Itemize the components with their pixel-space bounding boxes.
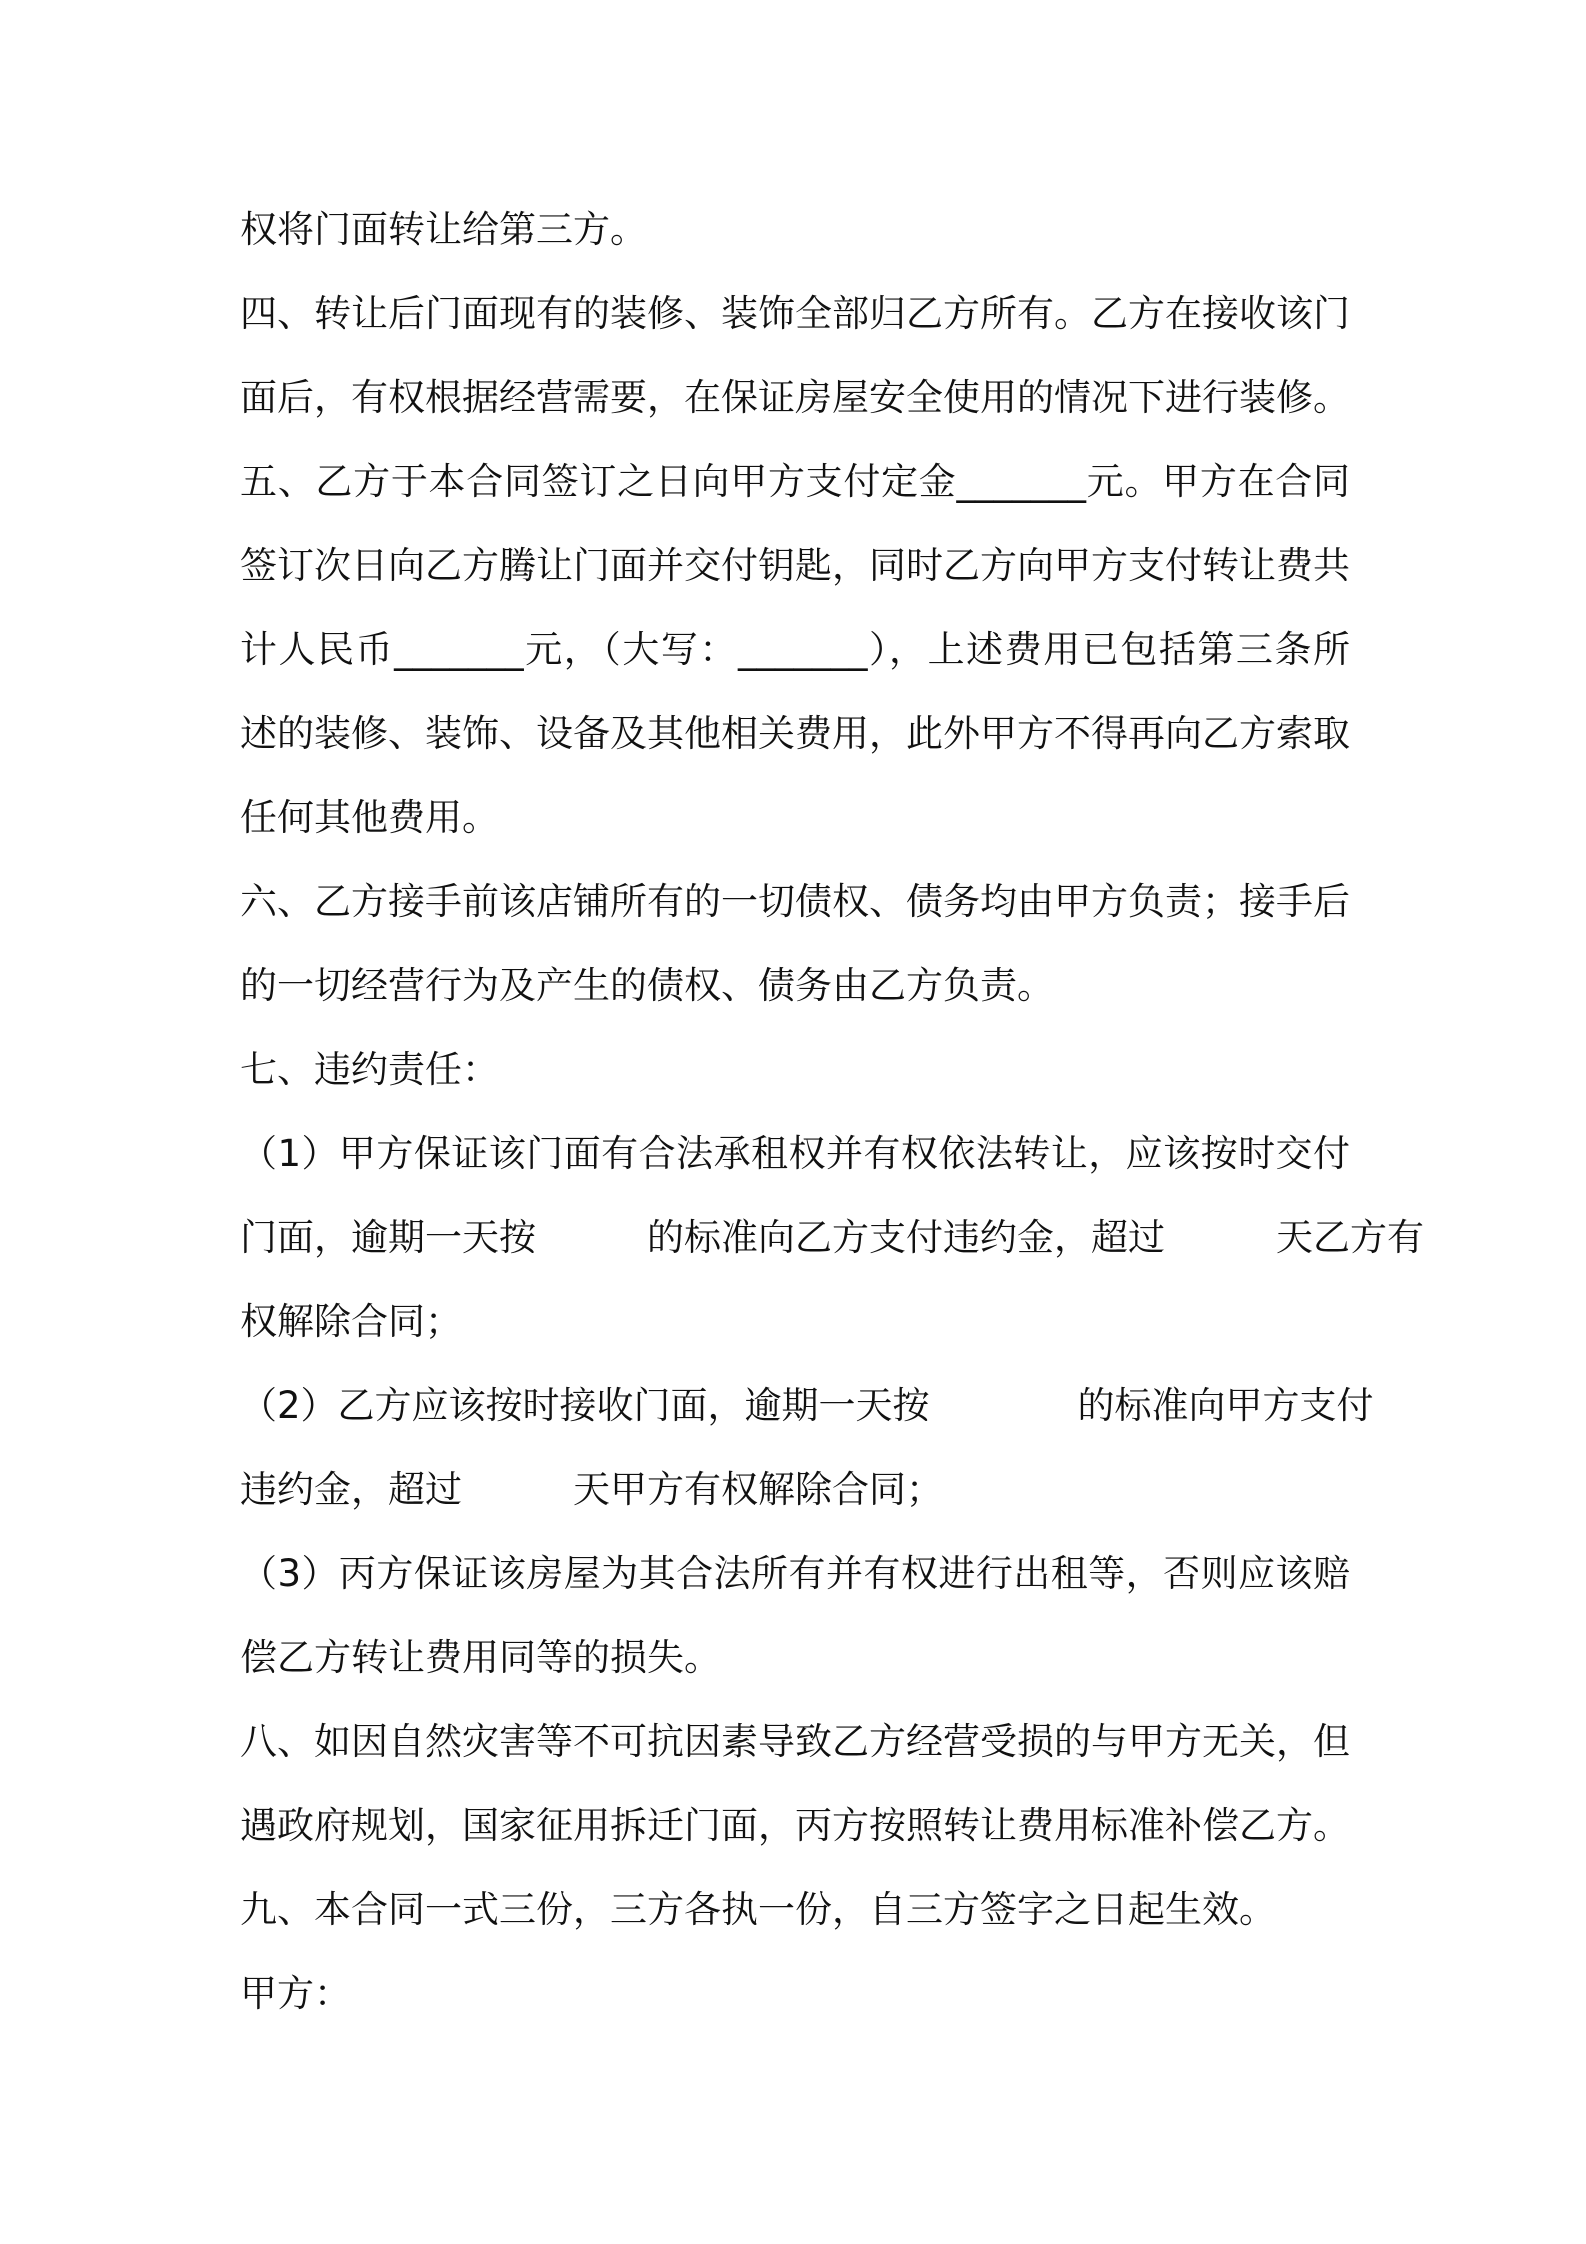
text-line: 九、本合同一式三份，三方各执一份，自三方签字之日起生效。 bbox=[240, 1888, 1276, 1931]
text-line: （2）乙方应该按时接收门面，逾期一天按 的标准向甲方支付 bbox=[240, 1384, 1374, 1427]
text-line: 门面，逾期一天按 的标准向乙方支付违约金，超过 天乙方有 bbox=[240, 1216, 1424, 1259]
text-line: 八、如因自然灾害等不可抗因素导致乙方经营受损的与甲方无关，但 bbox=[240, 1720, 1350, 1763]
text-line: 权将门面转让给第三方。 bbox=[240, 208, 647, 251]
text-line: 违约金，超过 天甲方有权解除合同； bbox=[240, 1468, 943, 1511]
text-line: 面后，有权根据经营需要，在保证房屋安全使用的情况下进行装修。 bbox=[240, 376, 1350, 419]
text-line: （1）甲方保证该门面有合法承租权并有权依法转让，应该按时交付 bbox=[240, 1132, 1350, 1175]
section-heading: 七、违约责任： bbox=[240, 1048, 499, 1091]
text-line: 六、乙方接手前该店铺所有的一切债权、债务均由甲方负责；接手后 bbox=[240, 880, 1350, 923]
text-line: 五、乙方于本合同签订之日向甲方支付定金_______元。甲方在合同 bbox=[240, 460, 1350, 503]
text-line: 权解除合同； bbox=[240, 1300, 462, 1343]
text-line: （3）丙方保证该房屋为其合法所有并有权进行出租等，否则应该赔 bbox=[240, 1552, 1350, 1595]
text-line: 遇政府规划，国家征用拆迁门面，丙方按照转让费用标准补偿乙方。 bbox=[240, 1804, 1350, 1847]
text-line: 签订次日向乙方腾让门面并交付钥匙，同时乙方向甲方支付转让费共 bbox=[240, 544, 1350, 587]
text-line: 任何其他费用。 bbox=[240, 796, 499, 839]
text-line: 述的装修、装饰、设备及其他相关费用，此外甲方不得再向乙方索取 bbox=[240, 712, 1350, 755]
text-line: 四、转让后门面现有的装修、装饰全部归乙方所有。乙方在接收该门 bbox=[240, 292, 1350, 335]
text-line: 的一切经营行为及产生的债权、债务由乙方负责。 bbox=[240, 964, 1054, 1007]
signature-label: 甲方： bbox=[240, 1972, 351, 2015]
text-line: 计人民币_______元，（大写：_______），上述费用已包括第三条所 bbox=[240, 628, 1350, 671]
text-line: 偿乙方转让费用同等的损失。 bbox=[240, 1636, 721, 1679]
